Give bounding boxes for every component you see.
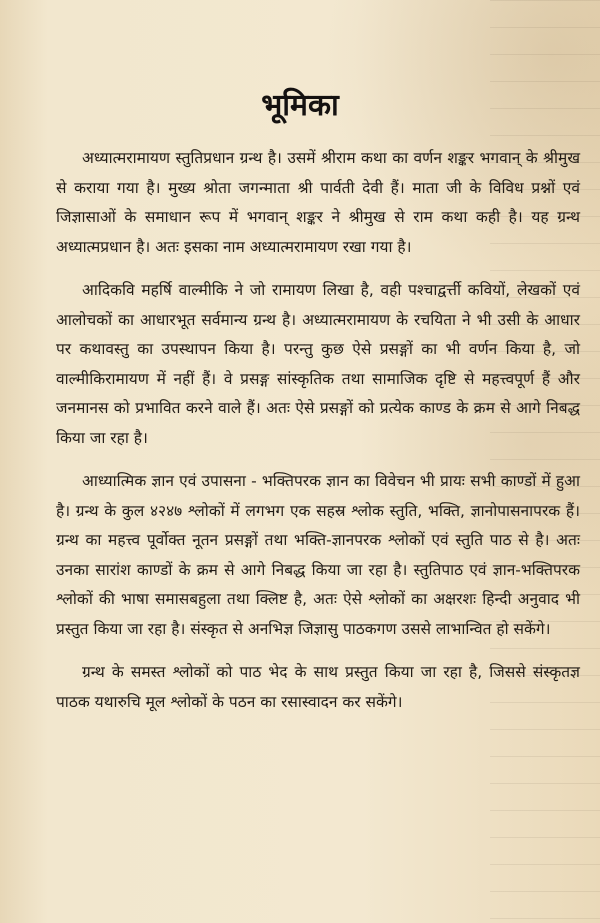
page-title: भूमिका: [261, 88, 339, 123]
paragraph-1: अध्यात्मरामायण स्तुतिप्रधान ग्रन्थ है। उसमें श्रीराम कथा का वर्णन शङ्कर भगवान् के श्रीमुख से कराया गया है। मुख्य श्रोता जगन्माता श्री पार्वती देवी हैं। माता जी के विविध प्रश्नों एवं जिज्ञासाओं के समाधान रूप में भगवान् शङ्कर ने श्रीमुख से राम कथा कही है। यह ग्रन्थ अध्यात्मप्रधान है। अतः इसका नाम अध्यात्मरामायण रखा गया है।: [56, 149, 580, 256]
paragraph-3: आध्यात्मिक ज्ञान एवं उपासना - भक्तिपरक ज्ञान का विवेचन भी प्रायः सभी काण्डों में हुआ है। ग्रन्थ के कुल ४२४७ श्लोकों में लगभग एक सहस्र श्लोक स्तुति, भक्ति, ज्ञानोपासनापरक हैं। ग्रन्थ का महत्त्व पूर्वोक्त नूतन प्रसङ्गों तथा भक्ति-ज्ञानपरक श्लोकों एवं स्तुति पाठ से है। अतः उनका सारांश काण्डों के क्रम से आगे निबद्ध किया जा रहा है। स्तुतिपाठ एवं ज्ञान-भक्तिपरक श्लोकों की भाषा समासबहुला तथा क्लिष्ट है, अतः ऐसे श्लोकों का अक्षरशः हिन्दी अनुवाद भी प्रस्तुत किया जा रहा है। संस्कृत से अनभिज्ञ जिज्ञासु पाठकगण उससे लाभान्वित हो सकेंगे।: [56, 472, 580, 638]
paragraph-4: ग्रन्थ के समस्त श्लोकों को पाठ भेद के साथ प्रस्तुत किया जा रहा है, जिससे संस्कृतज्ञ पाठक यथारुचि मूल श्लोकों के पठन का रसास्वादन कर सकेंगे।: [56, 663, 580, 711]
paragraph-2: आदिकवि महर्षि वाल्मीकि ने जो रामायण लिखा है, वही पश्चाद्वर्त्ती कवियों, लेखकों एवं आलोचकों का आधारभूत सर्वमान्य ग्रन्थ है। अध्यात्मरामायण के रचयिता ने भी उसी के आधार पर कथावस्तु का उपस्थापन किया है। परन्तु कुछ ऐसे प्रसङ्गों का भी वर्णन किया है, जो वाल्मीकिरामायण में नहीं हैं। वे प्रसङ्ग सांस्कृतिक तथा सामाजिक दृष्टि से महत्त्वपूर्ण हैं और जनमानस को प्रभावित करने वाले हैं। अतः ऐसे प्रसङ्गों को प्रत्येक काण्ड के क्रम से आगे निबद्ध किया जा रहा है।: [56, 281, 580, 447]
page-body: [56, 144, 580, 717]
